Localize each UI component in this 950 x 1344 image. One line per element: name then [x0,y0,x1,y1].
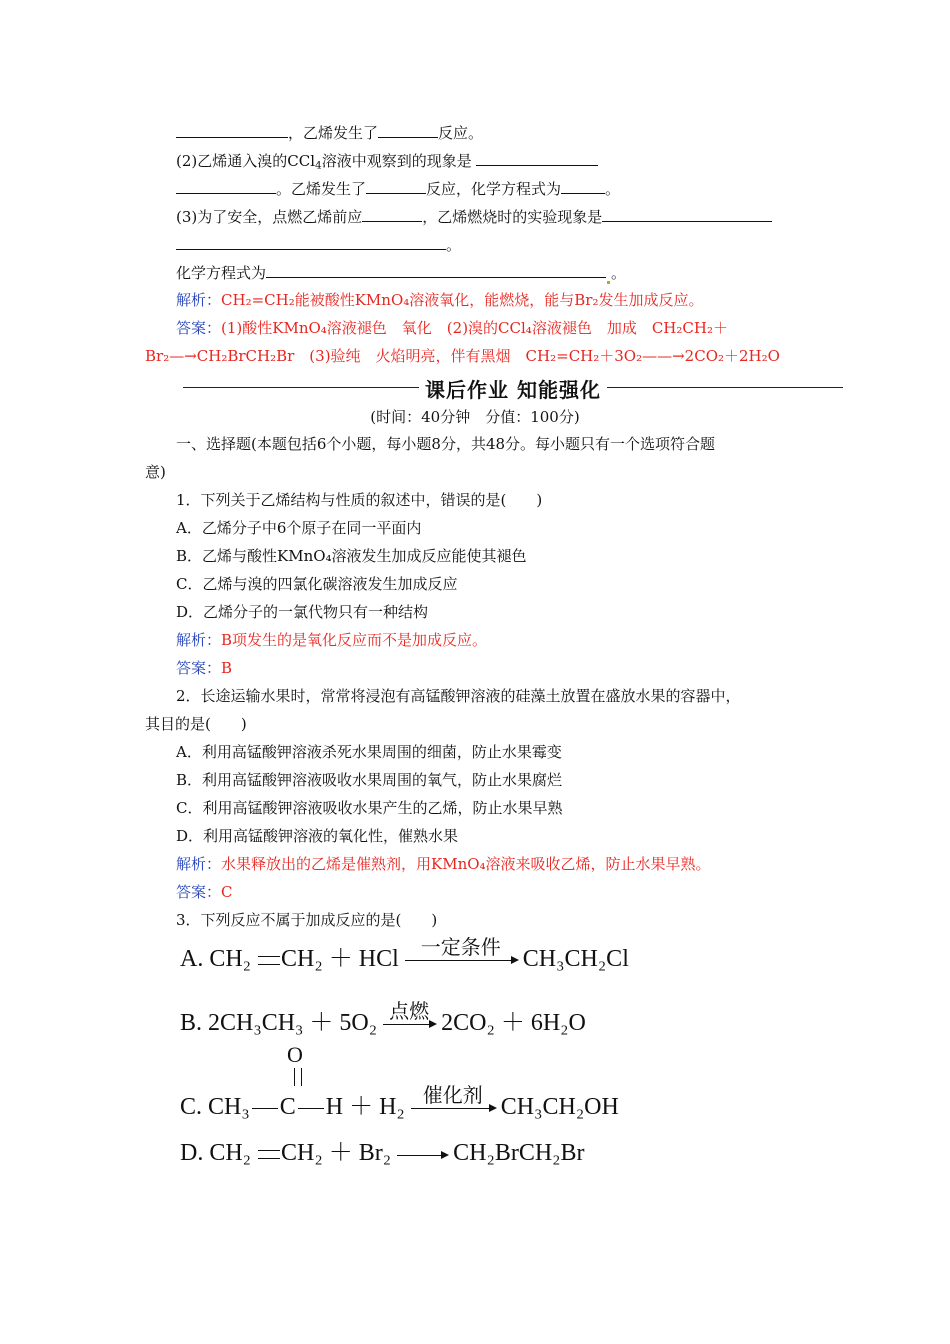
analysis-label: 解析： [176,631,222,649]
text: 溶液中观察到的现象是 [321,152,472,170]
subscript: 4 [315,159,322,172]
question-3-stem: 3．下列反应不属于加成反应的是( ) [176,911,438,929]
answer-blank[interactable] [176,177,276,194]
arrow-condition: 点燃 [389,998,430,1023]
analysis-label: 解析： [176,855,222,873]
reaction-arrow [411,1084,495,1109]
answer-line [176,317,728,339]
equation-c[interactable] [180,1082,619,1122]
text: 。 [446,236,462,254]
eq-text: B. 2CH₃CH₃ ＋ 5O₂ [180,1010,378,1036]
question-1-option-a[interactable]: A．乙烯分子中6个原子在同一平面内 [176,519,422,537]
analysis-text: CH₂=CH₂能被酸性KMnO₄溶液氧化，能燃烧，能与Br₂发生加成反应。 [221,291,704,309]
line-2 [176,149,598,177]
analysis-text: 水果释放出的乙烯是催熟剂，用KMnO₄溶液来吸收乙烯，防止水果早熟。 [221,855,711,873]
answer-text: C [221,883,233,901]
eq-text: 2CO₂ ＋ 6H₂O [441,1010,586,1036]
question-2-option-b[interactable]: B．利用高锰酸钾溶液吸收水果周围的氧气，防止水果腐烂 [176,771,563,789]
answer-blank[interactable] [378,121,438,138]
text: ，乙烯燃烧时的实验现象是 [422,208,603,226]
text: (3)为了安全，点燃乙烯前应 [176,208,363,226]
text: 化学方程式为 [176,264,267,282]
eq-text: C. CH₃ [180,1094,250,1120]
carbonyl-double-bond [294,1068,302,1086]
answer-blank[interactable] [561,177,605,194]
eq-text: CH₃CH₂OH [500,1094,619,1120]
answer-text: (1)酸性KMnO₄溶液褪色 氧化 (2)溴的CCl₄溶液褪色 加成 CH₂CH₂＋ [221,319,728,337]
reaction-arrow [405,936,517,961]
question-1-answer [176,657,232,679]
eq-text: CH₂ ＋ Br₂ [281,1140,392,1166]
text: 反应，化学方程式为 [426,180,562,198]
question-2-answer [176,881,233,903]
equation-a[interactable] [180,934,629,974]
eq-text: CH₂BrCH₂Br [453,1140,585,1166]
line-3 [176,177,620,200]
line-1 [176,121,483,144]
intro-text: 一、选择题(本题包括6个小题，每小题8分，共48分。每小题只有一个选项符合题 [176,435,716,453]
single-bond [298,1108,324,1109]
analysis-label: 解析： [176,291,222,309]
equation-d[interactable] [180,1138,585,1168]
question-1-option-b[interactable]: B．乙烯与酸性KMnO₄溶液发生加成反应能使其褪色 [176,547,527,565]
line-5 [176,233,461,256]
carbonyl-oxygen: O [287,1042,303,1067]
line-6 [176,261,626,284]
text: 。 [611,264,627,282]
arrow-condition: 催化剂 [422,1082,483,1107]
answer-label: 答案： [176,659,222,677]
answer-blank[interactable] [366,177,426,194]
question-1-option-d[interactable]: D．乙烯分子的一氯代物只有一种结构 [176,603,429,621]
intro-text-cont: 意) [145,463,166,481]
eq-text: D. CH₂ [180,1140,258,1166]
equation-b[interactable] [180,998,586,1038]
text: 。乙烯发生了 [276,180,367,198]
text: 反应。 [438,124,484,142]
text: (2)乙烯通入溴的CCl [176,152,315,170]
answer-blank[interactable] [266,261,606,278]
answer-blank[interactable] [176,233,446,250]
single-bond [252,1108,278,1109]
question-1-analysis [176,629,487,651]
answer-label: 答案： [176,883,222,901]
eq-text: CH₃CH₂Cl [522,946,629,972]
text: 。 [605,180,621,198]
eq-text: CH₂ ＋ HCl [281,946,399,972]
double-bond [258,1150,280,1159]
question-2-analysis [176,853,711,875]
answer-text: B [221,659,233,677]
answer-label: 答案： [176,319,222,337]
answer-blank[interactable] [602,205,772,222]
question-2-stem-cont: 其目的是( ) [145,715,247,733]
question-2-option-c[interactable]: C．利用高锰酸钾溶液吸收水果产生的乙烯，防止水果早熟 [176,799,563,817]
line-4 [176,205,772,228]
text: ，乙烯发生了 [288,124,379,142]
analysis-line [176,289,703,311]
eq-text: C [279,1094,296,1120]
arrow-condition: 一定条件 [420,934,501,959]
question-2-stem: 2．长途运输水果时，常常将浸泡有高锰酸钾溶液的硅藻土放置在盛放水果的容器中， [176,687,741,705]
section-header [183,372,843,402]
double-bond [258,956,280,965]
question-2-option-d[interactable]: D．利用高锰酸钾溶液的氧化性，催熟水果 [176,827,459,845]
section-subtitle: (时间：40分钟 分值：100分) [370,408,580,426]
analysis-text: B项发生的是氧化反应而不是加成反应。 [221,631,488,649]
answer-blank[interactable] [176,121,288,138]
question-1-stem: 1．下列关于乙烯结构与性质的叙述中，错误的是( ) [176,491,543,509]
reaction-arrow [397,1153,447,1156]
eq-text: H ＋ H₂ [325,1094,405,1120]
question-2-option-a[interactable]: A．利用高锰酸钾溶液杀死水果周围的细菌，防止水果霉变 [176,743,562,761]
marker-dot [607,281,610,284]
answer-blank[interactable] [476,149,598,166]
reaction-arrow [383,1000,435,1025]
section-title: 课后作业 知能强化 [183,374,843,403]
eq-text: A. CH₂ [180,946,258,972]
answer-blank[interactable] [362,205,422,222]
answer-text-cont: Br₂—→CH₂BrCH₂Br (3)验纯 火焰明亮，伴有黑烟 CH₂=CH₂＋3O₂——→2CO₂＋2H₂O [145,347,780,365]
question-1-option-c[interactable]: C．乙烯与溴的四氯化碳溶液发生加成反应 [176,575,458,593]
